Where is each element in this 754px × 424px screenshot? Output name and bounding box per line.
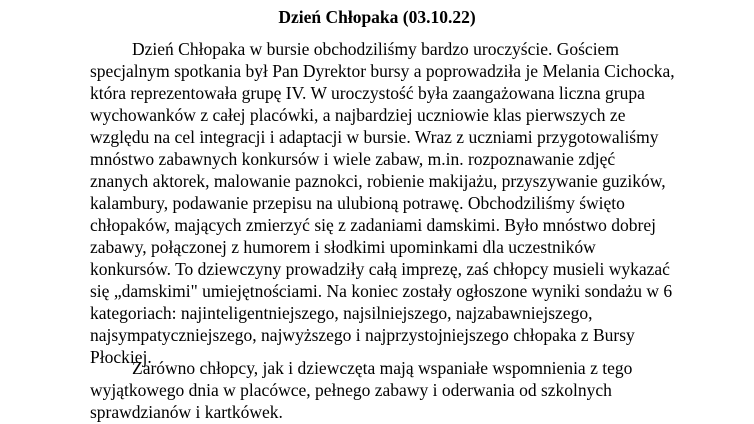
paragraph-1	[90, 38, 680, 368]
paragraph-line: która reprezentowała grupę IV. W uroczystość była zaangażowana liczna grupa	[90, 83, 645, 103]
paragraph-line: sprawdzianów i kartkówek.	[90, 402, 283, 422]
paragraph-line: Zarówno chłopcy, jak i dziewczęta mają wspaniałe wspomnienia z tego	[132, 358, 633, 378]
paragraph-line: mnóstwo zabawnych konkursów i wiele zabaw, m.in. rozpoznawanie zdjęć	[90, 149, 616, 169]
paragraph-line: wychowanków z całej placówki, a najbardziej uczniowie klas pierwszych ze	[90, 105, 626, 125]
paragraph-line: Dzień Chłopaka w bursie obchodziliśmy bardzo uroczyście. Gościem	[132, 39, 619, 59]
paragraph-line: względu na cel integracji i adaptacji w bursie. Wraz z uczniami przygotowaliśmy	[90, 127, 659, 147]
paragraph-line: chłopaków, mających zmierzyć się z zadaniami damskimi. Było mnóstwo dobrej	[90, 215, 656, 235]
paragraph-line: wyjątkowego dnia w placówce, pełnego zabawy i oderwania od szkolnych	[90, 380, 612, 400]
paragraph-line: specjalnym spotkania był Pan Dyrektor bursy a poprowadziła je Melania Cichocka,	[90, 61, 675, 81]
paragraph-2	[90, 357, 680, 423]
paragraph-line: najsympatyczniejszego, najwyższego i najprzystojniejszego chłopaka z Bursy	[90, 325, 635, 345]
paragraph-line: zabawy, połączonej z humorem i słodkimi upominkami dla uczestników	[90, 237, 596, 257]
paragraph-line: Płockiej.	[90, 347, 152, 367]
document-title: Dzień Chłopaka (03.10.22)	[278, 7, 476, 27]
paragraph-line: konkursów. To dziewczyny prowadziły całą imprezę, zaś chłopcy musieli wykazać	[90, 259, 670, 279]
paragraph-line: znanych aktorek, malowanie paznokci, robienie makijażu, przyszywanie guzików,	[90, 171, 666, 191]
paragraph-line: kategoriach: najinteligentniejszego, najsilniejszego, najzabawniejszego,	[90, 303, 593, 323]
paragraph-line: się „damskimi" umiejętnościami. Na koniec zostały ogłoszone wyniki sondażu w 6	[90, 281, 673, 301]
paragraph-line: kalambury, podawanie przepisu na ulubioną potrawę. Obchodziliśmy święto	[90, 193, 625, 213]
